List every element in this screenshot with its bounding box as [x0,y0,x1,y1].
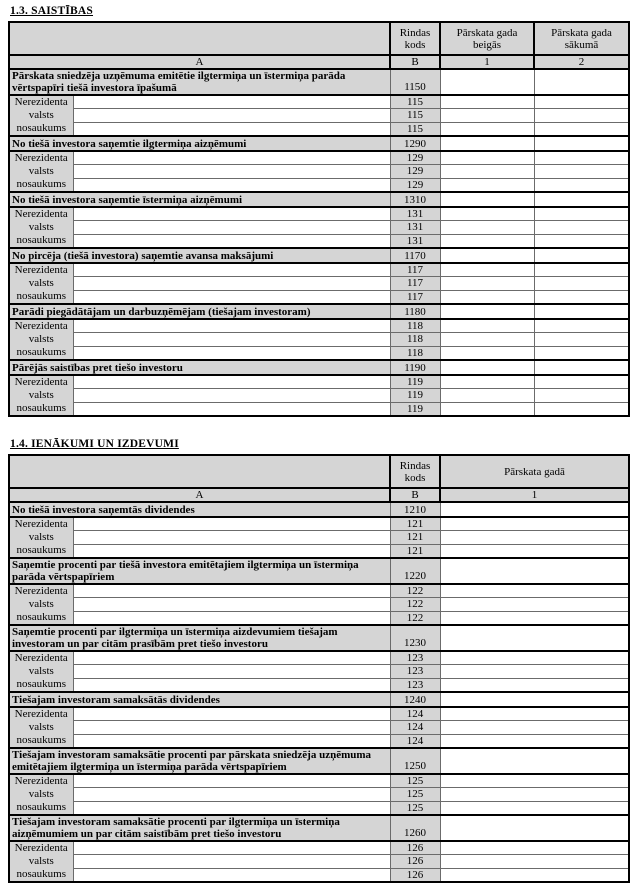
value-cell[interactable] [440,721,629,734]
detail-row [9,651,629,665]
value-cell[interactable] [440,333,534,346]
nonresident-label [9,151,73,192]
group-label-line: Nerezidenta [14,652,68,664]
text-input-cell[interactable] [73,402,390,416]
group-label-line: Nerezidenta [14,320,68,332]
row-code-cell: 122 [390,584,440,598]
section-row [9,192,629,207]
detail-row [9,346,629,360]
value-cell[interactable] [534,263,629,277]
text-input-cell[interactable] [73,721,390,734]
section-row [9,692,629,707]
value-cell[interactable] [440,221,534,234]
text-input-cell[interactable] [73,122,390,136]
row-code-cell: 129 [390,165,440,178]
row-code-cell: 122 [390,598,440,611]
value-cell[interactable] [440,692,629,707]
row-code-cell: 117 [390,277,440,290]
value-cell[interactable] [440,290,534,304]
value-cell[interactable] [440,389,534,402]
section-row [9,248,629,263]
detail-row [9,95,629,109]
detail-row [9,855,629,868]
value-cell[interactable] [440,558,629,584]
detail-row [9,165,629,178]
text-input-cell[interactable] [73,584,390,598]
text-input-cell[interactable] [73,517,390,531]
text-input-cell[interactable] [73,707,390,721]
row-code-cell: 1210 [390,502,440,517]
row-code-cell: 1180 [390,304,440,319]
value-cell[interactable] [534,109,629,122]
section-1-4-title: 1.4. IENĀKUMI UN IZDEVUMI [10,438,179,450]
value-cell[interactable] [440,774,629,788]
row-code-cell: 125 [390,788,440,801]
value-cell[interactable] [440,815,629,841]
value-cell[interactable] [440,868,629,882]
value-cell[interactable] [440,234,534,248]
value-cell[interactable] [534,375,629,389]
section-label: No tiešā investora saņemtie īstermiņa aizņēmumi [9,192,390,207]
column-letter-row [9,55,629,69]
row-code-cell: 121 [390,531,440,544]
row-code-cell: 118 [390,346,440,360]
row-code-cell: 121 [390,544,440,558]
detail-row [9,389,629,402]
detail-row [9,109,629,122]
income-expenses-table [8,454,630,883]
detail-row [9,788,629,801]
value-cell[interactable] [440,531,629,544]
row-code-cell: 1250 [390,748,440,774]
group-label-line: valsts [28,788,54,800]
value-cell[interactable] [440,304,534,319]
value-cell[interactable] [440,178,534,192]
group-label-line: Nerezidenta [14,842,68,854]
row-code-cell: 1290 [390,136,440,151]
text-input-cell[interactable] [73,855,390,868]
column-letter-cell: B [390,488,440,502]
section-label: Tiešajam investoram samaksātās dividendes [9,692,390,707]
row-code-cell: 126 [390,868,440,882]
group-label-line: nosaukums [16,868,66,880]
row-code-header-cell: Rindas kods [390,22,440,55]
value-cell[interactable] [534,69,629,95]
text-input-cell[interactable] [73,207,390,221]
value-cell[interactable] [440,707,629,721]
text-input-cell[interactable] [73,263,390,277]
text-input-cell[interactable] [73,651,390,665]
detail-row [9,774,629,788]
text-input-cell[interactable] [73,611,390,625]
detail-row [9,234,629,248]
text-input-cell[interactable] [73,665,390,678]
value-cell[interactable] [534,95,629,109]
row-code-cell: 1150 [390,69,440,95]
row-code-cell: 129 [390,151,440,165]
group-label-line: Nerezidenta [14,152,68,164]
value-cell[interactable] [440,151,534,165]
value-cell[interactable] [534,277,629,290]
nonresident-label [9,774,73,815]
row-code-cell: 124 [390,721,440,734]
group-label-line: nosaukums [16,611,66,623]
section-label: No pircēja (tiešā investora) saņemtie avansa maksājumi [9,248,390,263]
detail-row [9,678,629,692]
row-code-cell: 126 [390,855,440,868]
detail-row [9,151,629,165]
section-row [9,360,629,375]
text-input-cell[interactable] [73,290,390,304]
detail-row [9,122,629,136]
value-cell[interactable] [534,221,629,234]
detail-row [9,375,629,389]
detail-row [9,290,629,304]
value-column-header-cell: Pārskata gada sākumā [534,22,629,55]
text-input-cell[interactable] [73,678,390,692]
section-label: Tiešajam investoram samaksātie procenti par ilgtermiņa un īstermiņa aizņēmumiem un par citām saistībām pret tiešo investoru [9,815,390,841]
group-label-line: Nerezidenta [14,775,68,787]
text-input-cell[interactable] [73,333,390,346]
detail-row [9,333,629,346]
group-label-line: Nerezidenta [14,208,68,220]
nonresident-label [9,841,73,882]
value-cell[interactable] [440,402,534,416]
row-code-cell: 1260 [390,815,440,841]
value-cell[interactable] [440,263,534,277]
row-code-cell: 131 [390,207,440,221]
text-input-cell[interactable] [73,788,390,801]
section-label: Saņemtie procenti par tiešā investora emitētajiem ilgtermiņa un īstermiņa parāda vērtspapīriem [9,558,390,584]
value-cell[interactable] [440,69,534,95]
group-label-line: valsts [28,109,54,121]
value-cell[interactable] [440,625,629,651]
text-input-cell[interactable] [73,178,390,192]
value-cell[interactable] [534,319,629,333]
row-code-cell: 119 [390,402,440,416]
value-cell[interactable] [440,165,534,178]
value-cell[interactable] [534,207,629,221]
group-label-line: valsts [28,389,54,401]
value-cell[interactable] [534,136,629,151]
group-label-line: nosaukums [16,734,66,746]
row-code-cell: 115 [390,109,440,122]
text-input-cell[interactable] [73,165,390,178]
value-cell[interactable] [440,801,629,815]
group-label-line: valsts [28,165,54,177]
group-label-line: nosaukums [16,178,66,190]
detail-row [9,801,629,815]
section-row [9,558,629,584]
value-cell[interactable] [440,346,534,360]
value-cell[interactable] [440,95,534,109]
value-cell[interactable] [534,248,629,263]
section-label: No tiešā investora saņemtie ilgtermiņa aizņēmumi [9,136,390,151]
nonresident-label [9,207,73,248]
value-cell[interactable] [440,502,629,517]
row-code-cell: 115 [390,95,440,109]
detail-row [9,178,629,192]
row-code-cell: 123 [390,665,440,678]
group-label-line: nosaukums [16,402,66,414]
group-label-line: valsts [28,531,54,543]
detail-row [9,721,629,734]
column-header-row [9,455,629,488]
value-cell[interactable] [440,122,534,136]
row-code-cell: 125 [390,774,440,788]
value-cell[interactable] [534,122,629,136]
row-code-cell: 131 [390,221,440,234]
row-code-header-cell: Rindas kods [390,455,440,488]
liabilities-table [8,21,630,417]
section-row [9,304,629,319]
group-label-line: Nerezidenta [14,96,68,108]
text-input-cell[interactable] [73,346,390,360]
value-column-header-cell: Pārskata gadā [440,455,629,488]
detail-row [9,319,629,333]
text-input-cell[interactable] [73,868,390,882]
row-code-cell: 125 [390,801,440,815]
column-letter-cell: A [9,55,390,69]
detail-row [9,207,629,221]
detail-row [9,611,629,625]
section-row [9,69,629,95]
value-cell[interactable] [534,165,629,178]
value-cell[interactable] [440,734,629,748]
group-label-line: valsts [28,665,54,677]
group-label-line: nosaukums [16,678,66,690]
row-code-cell: 119 [390,375,440,389]
value-cell[interactable] [440,584,629,598]
group-label-line: nosaukums [16,346,66,358]
detail-row [9,584,629,598]
row-code-cell: 124 [390,734,440,748]
row-code-cell: 115 [390,122,440,136]
column-header-row [9,22,629,55]
section-label: Saņemtie procenti par ilgtermiņa un īstermiņa aizdevumiem tiešajam investoram un par citām prasībām pret tiešo investoru [9,625,390,651]
detail-row [9,707,629,721]
detail-row [9,263,629,277]
group-label-line: Nerezidenta [14,585,68,597]
detail-row [9,517,629,531]
text-input-cell[interactable] [73,221,390,234]
nonresident-label [9,584,73,625]
text-input-cell[interactable] [73,151,390,165]
section-1-3-title: 1.3. SAISTĪBAS [10,5,94,17]
nonresident-label [9,319,73,360]
row-code-cell: 1170 [390,248,440,263]
column-letter-cell: 1 [440,55,534,69]
section-row [9,748,629,774]
row-code-cell: 119 [390,389,440,402]
row-code-cell: 118 [390,319,440,333]
value-cell[interactable] [440,598,629,611]
nonresident-label [9,651,73,692]
text-input-cell[interactable] [73,109,390,122]
value-cell[interactable] [534,333,629,346]
row-code-cell: 123 [390,651,440,665]
value-cell[interactable] [440,109,534,122]
value-cell[interactable] [440,748,629,774]
value-cell[interactable] [534,151,629,165]
group-label-line: Nerezidenta [14,708,68,720]
value-cell[interactable] [440,651,629,665]
group-label-line: valsts [28,277,54,289]
nonresident-label [9,517,73,558]
group-label-line: nosaukums [16,234,66,246]
value-cell[interactable] [440,611,629,625]
value-cell[interactable] [440,517,629,531]
group-label-line: nosaukums [16,801,66,813]
value-cell[interactable] [534,389,629,402]
value-cell[interactable] [440,855,629,868]
group-label-line: valsts [28,221,54,233]
text-input-cell[interactable] [73,95,390,109]
value-cell[interactable] [440,375,534,389]
value-cell[interactable] [534,290,629,304]
nonresident-label [9,263,73,304]
value-cell[interactable] [440,788,629,801]
row-code-cell: 126 [390,841,440,855]
group-label-line: valsts [28,598,54,610]
group-label-line: nosaukums [16,290,66,302]
detail-row [9,868,629,882]
group-label-line: valsts [28,721,54,733]
detail-row [9,277,629,290]
row-code-cell: 1310 [390,192,440,207]
group-label-line: valsts [28,333,54,345]
row-code-cell: 117 [390,263,440,277]
value-cell[interactable] [534,178,629,192]
column-letter-cell: 2 [534,55,629,69]
value-cell[interactable] [440,319,534,333]
detail-row [9,221,629,234]
detail-row [9,665,629,678]
text-input-cell[interactable] [73,375,390,389]
group-label-line: Nerezidenta [14,376,68,388]
row-code-cell: 131 [390,234,440,248]
row-code-cell: 129 [390,178,440,192]
value-cell[interactable] [534,360,629,375]
group-label-line: Nerezidenta [14,264,68,276]
text-input-cell[interactable] [73,598,390,611]
section-label: Pārējās saistības pret tiešo investoru [9,360,390,375]
row-label-header-cell [9,455,390,488]
row-code-cell: 1190 [390,360,440,375]
text-input-cell[interactable] [73,841,390,855]
value-cell[interactable] [440,544,629,558]
text-input-cell[interactable] [73,801,390,815]
section-label: Tiešajam investoram samaksātie procenti par pārskata sniedzēja uzņēmuma emitētajiem ilgtermiņa un īstermiņa parāda vērtspapīriem [9,748,390,774]
text-input-cell[interactable] [73,531,390,544]
detail-row [9,531,629,544]
text-input-cell[interactable] [73,774,390,788]
section-row [9,502,629,517]
row-code-cell: 1230 [390,625,440,651]
row-code-cell: 123 [390,678,440,692]
group-label-line: nosaukums [16,544,66,556]
group-label-line: valsts [28,855,54,867]
value-cell[interactable] [440,841,629,855]
row-label-header-cell [9,22,390,55]
value-cell[interactable] [534,346,629,360]
value-cell[interactable] [440,678,629,692]
value-cell[interactable] [440,360,534,375]
detail-row [9,841,629,855]
row-code-cell: 1220 [390,558,440,584]
text-input-cell[interactable] [73,277,390,290]
column-letter-cell: 1 [440,488,629,502]
text-input-cell[interactable] [73,544,390,558]
text-input-cell[interactable] [73,734,390,748]
value-cell[interactable] [534,304,629,319]
value-cell[interactable] [534,234,629,248]
value-cell[interactable] [440,207,534,221]
nonresident-label [9,95,73,136]
section-row [9,815,629,841]
row-code-cell: 1240 [390,692,440,707]
nonresident-label [9,707,73,748]
detail-row [9,598,629,611]
text-input-cell[interactable] [73,234,390,248]
column-letter-row [9,488,629,502]
value-cell[interactable] [440,248,534,263]
row-code-cell: 122 [390,611,440,625]
text-input-cell[interactable] [73,389,390,402]
value-cell[interactable] [440,136,534,151]
value-cell[interactable] [440,277,534,290]
section-row [9,136,629,151]
detail-row [9,734,629,748]
group-label-line: Nerezidenta [14,518,68,530]
section-label: Pārskata sniedzēja uzņēmuma emitētie ilgtermiņa un īstermiņa parāda vērtspapīri tiešā investora īpašumā [9,69,390,95]
value-cell[interactable] [534,192,629,207]
value-cell[interactable] [534,402,629,416]
detail-row [9,544,629,558]
nonresident-label [9,375,73,416]
row-code-cell: 124 [390,707,440,721]
row-code-cell: 118 [390,333,440,346]
value-cell[interactable] [440,192,534,207]
section-label: No tiešā investora saņemtās dividendes [9,502,390,517]
text-input-cell[interactable] [73,319,390,333]
value-column-header-cell: Pārskata gada beigās [440,22,534,55]
row-code-cell: 117 [390,290,440,304]
column-letter-cell: B [390,55,440,69]
group-label-line: nosaukums [16,122,66,134]
section-label: Parādi piegādātājam un darbuzņēmējam (tiešajam investoram) [9,304,390,319]
detail-row [9,402,629,416]
column-letter-cell: A [9,488,390,502]
value-cell[interactable] [440,665,629,678]
section-row [9,625,629,651]
row-code-cell: 121 [390,517,440,531]
